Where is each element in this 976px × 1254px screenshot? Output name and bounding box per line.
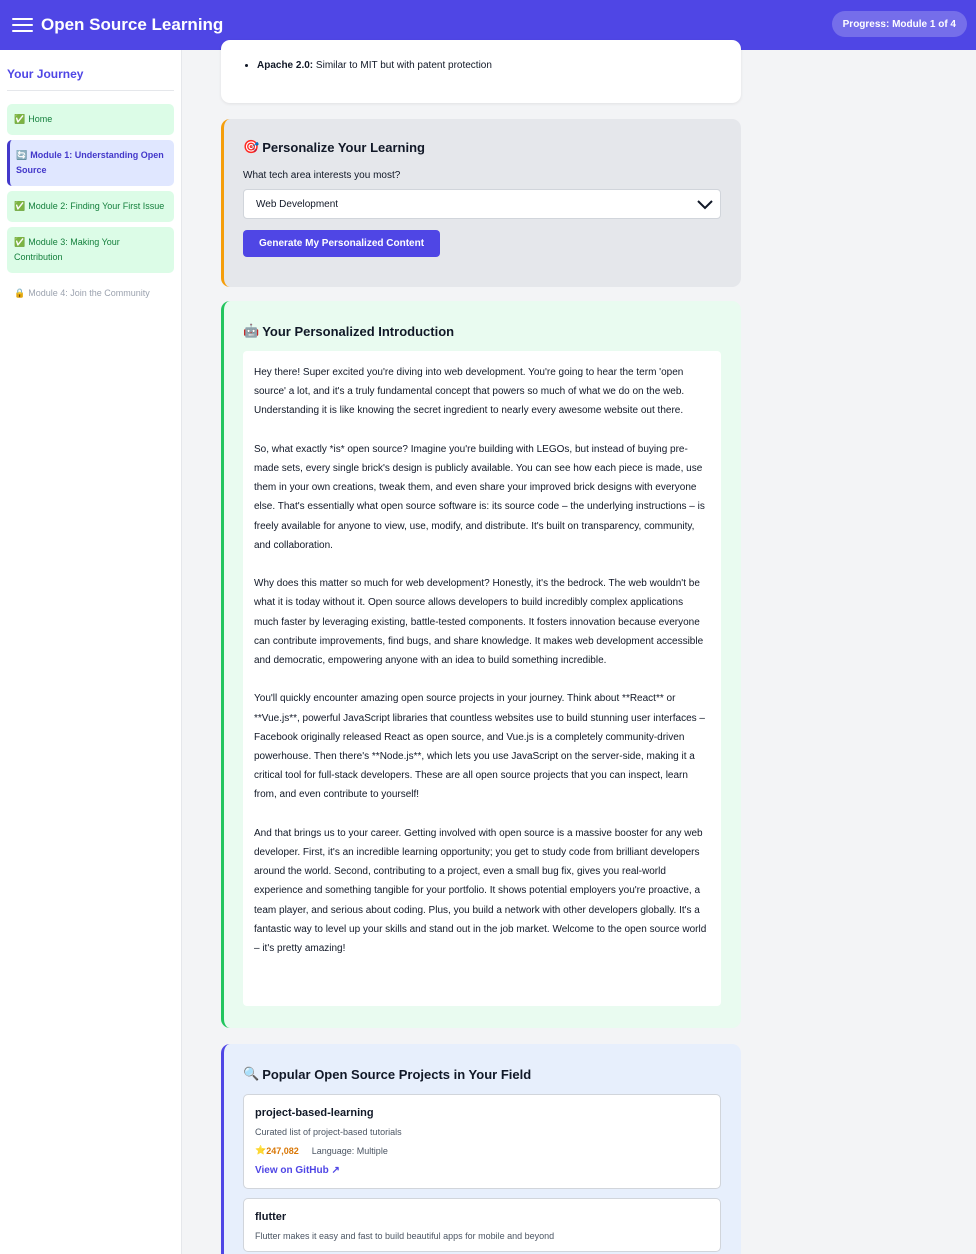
license-list-item bbox=[257, 60, 705, 71]
star-icon: ⭐ bbox=[255, 1145, 267, 1155]
intro-heading bbox=[243, 323, 722, 339]
personalize-heading bbox=[243, 139, 722, 155]
tech-area-select[interactable] bbox=[243, 189, 721, 219]
sidebar bbox=[0, 50, 182, 1254]
sidebar-item-module-1[interactable] bbox=[7, 140, 174, 186]
personalized-intro-card bbox=[221, 301, 741, 1028]
target-icon: 🎯 bbox=[243, 139, 260, 154]
project-meta bbox=[255, 1145, 709, 1156]
projects-heading bbox=[243, 1066, 722, 1082]
sidebar-title: Your Journey bbox=[7, 67, 174, 91]
project-card bbox=[243, 1198, 721, 1252]
sidebar-item-label: Module 3: Making Your Contribution bbox=[14, 237, 120, 262]
sidebar-item-home[interactable] bbox=[7, 104, 174, 135]
license-name: Apache 2.0: bbox=[257, 60, 314, 71]
project-name: project-based-learning bbox=[255, 1107, 374, 1119]
checkmark-icon: ✅ bbox=[14, 237, 26, 247]
projects-heading-text: Popular Open Source Projects in Your Field bbox=[262, 1066, 532, 1082]
hamburger-menu-icon[interactable] bbox=[12, 18, 33, 32]
progress-badge: Progress: Module 1 of 4 bbox=[832, 11, 967, 37]
personalize-card bbox=[221, 119, 741, 287]
sidebar-item-label: Module 1: Understanding Open Source bbox=[16, 150, 164, 175]
sidebar-item-module-2[interactable] bbox=[7, 191, 174, 222]
intro-heading-text: Your Personalized Introduction bbox=[262, 323, 455, 339]
project-description: Curated list of project-based tutorials bbox=[255, 1127, 402, 1137]
sidebar-item-label: Module 4: Join the Community bbox=[28, 288, 150, 298]
robot-icon: 🤖 bbox=[243, 323, 260, 338]
app-title: Open Source Learning bbox=[41, 15, 224, 34]
interest-question-label: What tech area interests you most? bbox=[243, 170, 401, 181]
license-card bbox=[221, 40, 741, 103]
intro-content bbox=[243, 351, 721, 1006]
project-description: Flutter makes it easy and fast to build beautiful apps for mobile and beyond bbox=[255, 1231, 555, 1241]
sidebar-item-label: Module 2: Finding Your First Issue bbox=[28, 201, 165, 211]
lock-icon: 🔒 bbox=[14, 288, 26, 298]
sidebar-item-module-4 bbox=[7, 278, 174, 309]
checkmark-icon: ✅ bbox=[14, 201, 26, 211]
intro-paragraph: And that brings us to your career. Getting involved with open source is a massive booster for any web developer. First, it's an incredible learning opportunity; you get to study code from brilliant developers around the world. Second, contributing to a project, even a small bug fix, gives you real-world experience and something tangible for your portfolio. It shows potential employers you're proactive, a team player, and serious about coding. Plus, you build a network with other developers globally. It's a fantastic way to level up your skills and stand out in the job market. Welcome to the open source world – it's pretty amazing! bbox=[254, 827, 707, 955]
project-card bbox=[243, 1094, 721, 1189]
tech-area-selected-value: Web Development bbox=[256, 198, 339, 210]
checkmark-icon: ✅ bbox=[14, 114, 26, 124]
personalize-heading-text: Personalize Your Learning bbox=[262, 139, 425, 155]
refresh-icon: 🔄 bbox=[16, 150, 28, 160]
intro-paragraph: Hey there! Super excited you're diving into web development. You're going to hear the term 'open source' a lot, and it's a truly fundamental concept that powers so much of what we do on the web. Understanding it is like knowing the secret ingredient to nearly every awesome website out there. bbox=[254, 367, 685, 417]
sidebar-item-module-3[interactable] bbox=[7, 227, 174, 273]
generate-content-button[interactable]: Generate My Personalized Content bbox=[243, 230, 440, 257]
project-stars: 247,082 bbox=[266, 1145, 299, 1156]
license-description: Similar to MIT but with patent protection bbox=[315, 60, 492, 71]
magnifier-icon: 🔍 bbox=[243, 1066, 260, 1081]
view-on-github-link[interactable]: View on GitHub ↗ bbox=[255, 1165, 340, 1176]
popular-projects-card bbox=[221, 1044, 741, 1254]
intro-paragraph: Why does this matter so much for web development? Honestly, it's the bedrock. The web wouldn't be what it is today without it. Open source allows developers to build incredibly complex applications much faster by leveraging existing, battle-tested components. It fosters innovation because everyone can contribute improvements, find bugs, and share knowledge. It makes web development accessible and democratic, empowering anyone with an idea to build something incredible. bbox=[254, 578, 704, 667]
intro-paragraph: You'll quickly encounter amazing open source projects in your journey. Think about **React** or **Vue.js**, powerful JavaScript libraries that countless websites use to build stunning user interfaces – Facebook originally released React as open source, and Vue.js is a completely community-driven powerhouse. Then there's **Node.js**, which lets you use JavaScript on the server-side, making it a critical tool for full-stack developers. These are all open source projects that you can inspect, learn from, and even contribute to yourself! bbox=[254, 693, 705, 801]
project-language: Language: Multiple bbox=[311, 1145, 388, 1156]
sidebar-item-label: Home bbox=[28, 114, 53, 124]
project-name: flutter bbox=[255, 1211, 287, 1223]
chevron-down-icon bbox=[696, 198, 714, 210]
intro-paragraph: So, what exactly *is* open source? Imagine you're building with LEGOs, but instead of buying pre-made sets, every single brick's design is publicly available. You can see how each piece is made, use them in your own creations, tweak them, and even share your improved brick designs with everyone else. That's essentially what open source software is: its source code – the underlying instructions – is freely available for anyone to view, use, modify, and distribute. It's built on transparency, community, and collaboration. bbox=[254, 443, 705, 551]
